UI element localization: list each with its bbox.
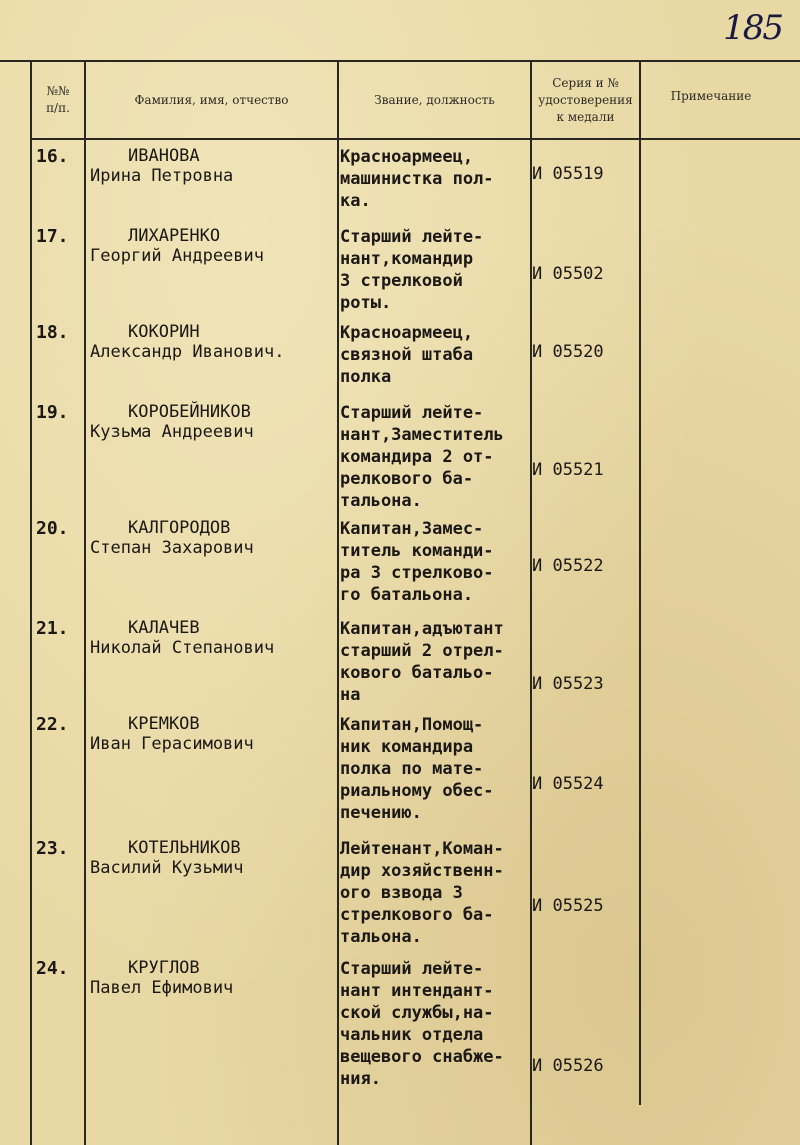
row-name xyxy=(90,322,338,362)
row-given-names: Ирина Петровна xyxy=(90,166,234,186)
row-certificate: И 05522 xyxy=(532,556,604,576)
row-surname: КРЕМКОВ xyxy=(128,714,200,734)
row-rank: Капитан,Помощ- ник командира полка по мате- риальному обес- печению. xyxy=(340,715,494,823)
row-rank: Красноармеец, связной штаба полка xyxy=(340,323,474,387)
row-number: 21. xyxy=(36,618,69,639)
row-surname: КРУГЛОВ xyxy=(128,958,200,978)
row-number: 18. xyxy=(36,322,69,343)
row-rank: Капитан,Замес- титель команди- ра 3 стрелково- го батальона. xyxy=(340,519,494,605)
header-name: Фамилия, имя, отчество xyxy=(134,92,289,107)
row-number: 17. xyxy=(36,226,69,247)
column-divider-left xyxy=(30,60,32,1145)
row-name xyxy=(90,402,338,442)
row-rank: Старший лейте- нант,командир 3 стрелковой роты. xyxy=(340,227,484,313)
row-surname: ИВАНОВА xyxy=(128,146,200,166)
row-given-names: Павел Ефимович xyxy=(90,978,234,998)
row-certificate: И 05524 xyxy=(532,774,604,794)
header-rank: Звание, должность xyxy=(374,92,495,107)
header-bottom-rule xyxy=(30,138,800,140)
row-certificate: И 05502 xyxy=(532,264,604,284)
row-surname: КАЛГОРОДОВ xyxy=(128,518,231,538)
row-surname: КОКОРИН xyxy=(128,322,200,342)
row-certificate: И 05519 xyxy=(532,164,604,184)
folio-number: 185 xyxy=(723,8,782,48)
row-name xyxy=(90,518,338,558)
row-given-names: Георгий Андреевич xyxy=(90,246,264,266)
row-name xyxy=(90,146,338,186)
row-number: 19. xyxy=(36,402,69,423)
row-given-names: Александр Иванович. xyxy=(90,342,285,362)
row-given-names: Василий Кузьмич xyxy=(90,858,244,878)
row-given-names: Николай Степанович xyxy=(90,638,275,658)
row-rank: Лейтенант,Коман- дир хозяйственн- ого взвода 3 стрелкового ба- тальона. xyxy=(340,839,504,947)
row-certificate: И 05521 xyxy=(532,460,604,480)
row-given-names: Кузьма Андреевич xyxy=(90,422,254,442)
row-given-names: Степан Захарович xyxy=(90,538,254,558)
row-name xyxy=(90,618,338,658)
row-name xyxy=(90,226,338,266)
row-surname: ЛИХАРЕНКО xyxy=(128,226,221,246)
row-surname: КОРОБЕЙНИКОВ xyxy=(128,402,251,422)
row-rank: Красноармеец, машинистка пол- ка. xyxy=(340,147,494,211)
row-certificate: И 05520 xyxy=(532,342,604,362)
row-certificate: И 05526 xyxy=(532,1056,604,1076)
row-rank: Капитан,адъютант старший 2 отрел- кового батальо- на xyxy=(340,619,504,705)
row-number: 23. xyxy=(36,838,69,859)
row-rank: Старший лейте- нант интендант- ской службы,на- чальник отдела вещевого снабже- ния. xyxy=(340,959,504,1089)
row-number: 20. xyxy=(36,518,69,539)
row-surname: КАЛАЧЕВ xyxy=(128,618,200,638)
header-num: №№ п/п. xyxy=(46,84,70,115)
row-surname: КОТЕЛЬНИКОВ xyxy=(128,838,241,858)
row-number: 24. xyxy=(36,958,69,979)
row-number: 22. xyxy=(36,714,69,735)
column-divider-num xyxy=(84,60,86,1145)
row-certificate: И 05525 xyxy=(532,896,604,916)
row-name xyxy=(90,958,338,998)
row-number: 16. xyxy=(36,146,69,167)
row-rank: Старший лейте- нант,Заместитель командира 2 от- релкового ба- тальона. xyxy=(340,403,504,511)
row-name xyxy=(90,714,338,754)
column-divider-cert xyxy=(639,60,641,1105)
header-note: Примечание xyxy=(670,89,752,103)
row-name xyxy=(90,838,338,878)
row-certificate: И 05523 xyxy=(532,674,604,694)
header-cert: Серия и № удостоверения к медали xyxy=(538,75,633,124)
row-given-names: Иван Герасимович xyxy=(90,734,254,754)
